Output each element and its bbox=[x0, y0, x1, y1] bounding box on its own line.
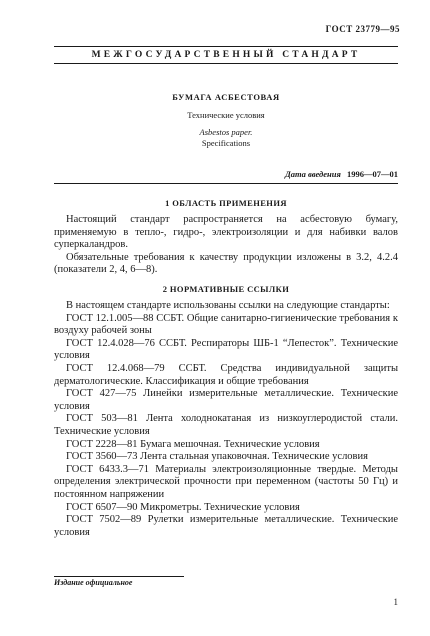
intro-date bbox=[285, 169, 398, 179]
intro-date-label: Дата введения bbox=[284, 169, 341, 179]
english-title: Asbestos paper. bbox=[199, 127, 253, 137]
reference-item: ГОСТ 12.4.068—79 ССБТ. Средства индивидуальной защиты дерматологические. Классификация и общие требования bbox=[54, 362, 398, 387]
document-title: БУМАГА АСБЕСТОВАЯ bbox=[172, 92, 280, 102]
reference-item: ГОСТ 2228—81 Бумага мешочная. Технические условия bbox=[66, 438, 320, 450]
reference-item: ГОСТ 503—81 Лента холоднокатаная из низкоуглеродистой стали. Технические условия bbox=[54, 413, 398, 437]
paragraph: Настоящий стандарт распространяется на асбестовую бумагу, применяемую в тепло-, гидро-, электроизоляции и для набивки валов суперкаландров. bbox=[54, 214, 398, 251]
interstate-standard-label: МЕЖГОСУДАРСТВЕННЫЙ СТАНДАРТ bbox=[91, 50, 361, 60]
date-rule bbox=[54, 183, 398, 184]
reference-item: ГОСТ 12.4.028—76 ССБТ. Респираторы ШБ-1 “Лепесток”. Технические условия bbox=[54, 337, 398, 362]
document-subtitle: Технические условия bbox=[187, 110, 265, 120]
paragraph: Обязательные требования к качеству продукции изложены в 3.2, 4.2.4 (показатели 2, 4, 6—8). bbox=[54, 251, 398, 276]
header-bottom-rule bbox=[54, 63, 398, 64]
paragraph: В настоящем стандарте использованы ссылки на следующие стандарты: bbox=[66, 300, 390, 311]
official-edition-label: Издание официальное bbox=[54, 578, 133, 587]
section-heading-scope: 1 ОБЛАСТЬ ПРИМЕНЕНИЯ bbox=[165, 198, 287, 208]
reference-item: ГОСТ 7502—89 Рулетки измерительные металлические. Технические условия bbox=[54, 514, 398, 538]
header-top-rule bbox=[54, 46, 398, 47]
section-heading-references: 2 НОРМАТИВНЫЕ ССЫЛКИ bbox=[162, 284, 290, 294]
section-body-references bbox=[54, 300, 398, 539]
reference-item: ГОСТ 427—75 Линейки измерительные металлические. Технические условия bbox=[54, 388, 398, 412]
reference-item: ГОСТ 6507—90 Микрометры. Технические условия bbox=[66, 501, 300, 513]
reference-item: ГОСТ 12.1.005—88 ССБТ. Общие санитарно-гигиенические требования к воздуху рабочей зоны bbox=[54, 312, 398, 337]
gost-code: ГОСТ 23779—95 bbox=[325, 24, 400, 34]
reference-item: ГОСТ 3560—73 Лента стальная упаковочная. Технические условия bbox=[66, 451, 368, 463]
footer-rule bbox=[54, 576, 184, 577]
page-number: 1 bbox=[393, 597, 398, 607]
intro-date-value: 1996—07—01 bbox=[347, 169, 398, 179]
english-subtitle: Specifications bbox=[201, 138, 251, 148]
reference-item: ГОСТ 6433.3—71 Материалы электроизоляционные твердые. Методы определения электрической прочности при переменном (частоты 50 Гц) и постоянном напряжении bbox=[54, 463, 398, 500]
section-body-scope bbox=[54, 214, 398, 277]
